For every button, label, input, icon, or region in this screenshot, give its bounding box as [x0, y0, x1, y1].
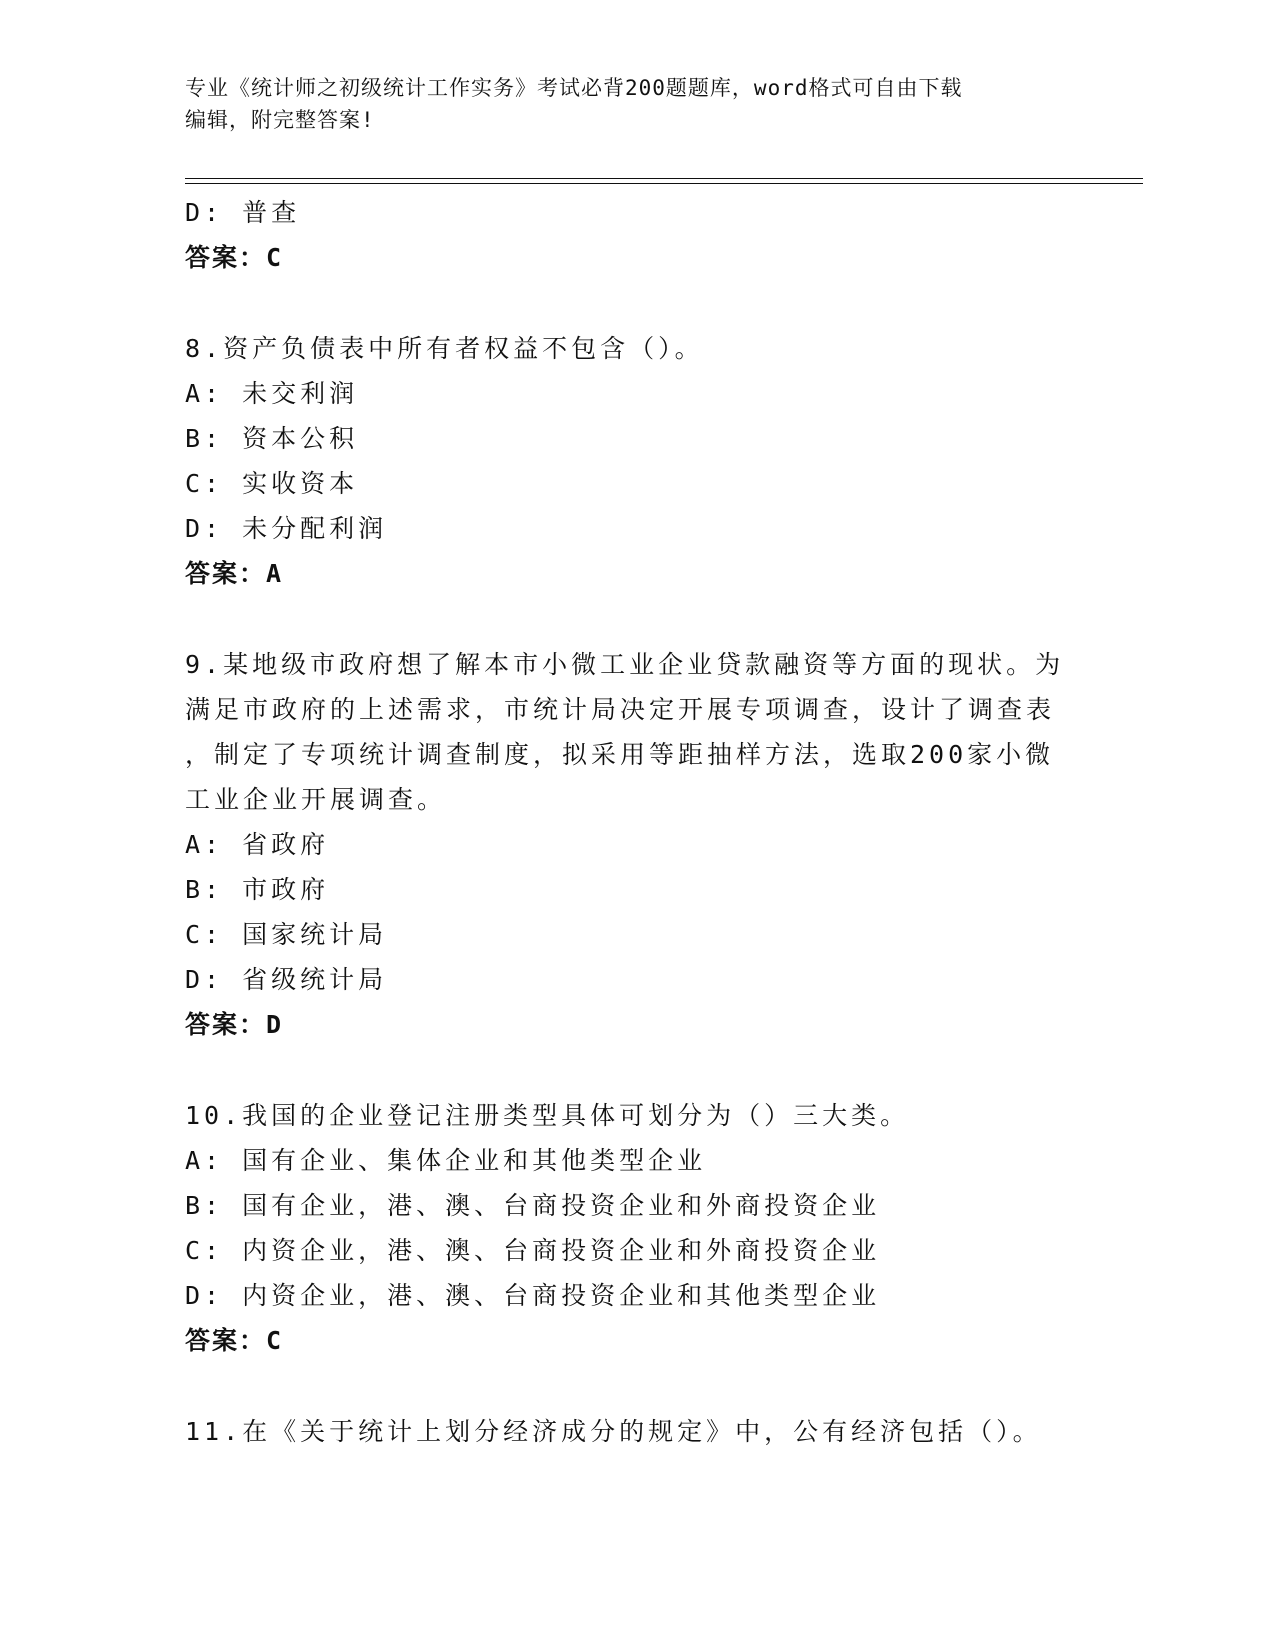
- q10-option-d: D: 内资企业，港、澳、台商投资企业和其他类型企业: [185, 1281, 881, 1310]
- q10-answer: 答案：C: [185, 1326, 284, 1355]
- spacer: [185, 596, 1085, 642]
- question-11-block: [185, 1409, 1085, 1454]
- q7-answer: 答案：C: [185, 243, 284, 272]
- q9-option-a: A: 省政府: [185, 830, 330, 859]
- q8-option-b: B: 资本公积: [185, 424, 359, 453]
- q8-answer: 答案：A: [185, 559, 284, 588]
- q8-option-c: C: 实收资本: [185, 469, 359, 498]
- q9-option-d: D: 省级统计局: [185, 965, 388, 994]
- q10-option-a: A: 国有企业、集体企业和其他类型企业: [185, 1146, 707, 1175]
- q9-option-c: C: 国家统计局: [185, 920, 388, 949]
- question-7-block: [185, 190, 1085, 280]
- q9-option-b: B: 市政府: [185, 875, 330, 904]
- question-8-block: [185, 326, 1085, 596]
- header-rule-bottom: [185, 183, 1143, 184]
- q9-answer: 答案：D: [185, 1010, 284, 1039]
- q8-question: 8.资产负债表中所有者权益不包含（）。: [185, 334, 704, 363]
- q10-option-b: B: 国有企业，港、澳、台商投资企业和外商投资企业: [185, 1191, 881, 1220]
- header-line-2: 编辑，附完整答案!: [185, 108, 375, 132]
- q9-question-line: ，制定了专项统计调查制度，拟采用等距抽样方法，选取200家小微: [185, 740, 1055, 769]
- spacer: [185, 1363, 1085, 1409]
- q8-option-d: D: 未分配利润: [185, 514, 388, 543]
- q8-option-a: A: 未交利润: [185, 379, 359, 408]
- question-9-block: [185, 642, 1085, 1047]
- q9-question-line: 9.某地级市政府想了解本市小微工业企业贷款融资等方面的现状。为: [185, 650, 1065, 679]
- header-line-1: 专业《统计师之初级统计工作实务》考试必背200题题库，word格式可自由下载: [185, 76, 963, 100]
- q9-question: [185, 642, 1085, 822]
- q7-option-d: D: 普查: [185, 198, 301, 227]
- q10-option-c: C: 内资企业，港、澳、台商投资企业和外商投资企业: [185, 1236, 881, 1265]
- question-10-block: [185, 1093, 1085, 1363]
- spacer: [185, 280, 1085, 326]
- question-content: [185, 190, 1085, 1454]
- header-rule-top: [185, 178, 1143, 179]
- q10-question: 10.我国的企业登记注册类型具体可划分为（）三大类。: [185, 1101, 910, 1130]
- q9-question-line: 工业企业开展调查。: [185, 785, 447, 814]
- spacer: [185, 1047, 1085, 1093]
- q11-question: 11.在《关于统计上划分经济成分的规定》中，公有经济包括（）。: [185, 1417, 1042, 1446]
- document-header: [185, 72, 1085, 136]
- q9-question-line: 满足市政府的上述需求，市统计局决定开展专项调查，设计了调查表: [185, 695, 1056, 724]
